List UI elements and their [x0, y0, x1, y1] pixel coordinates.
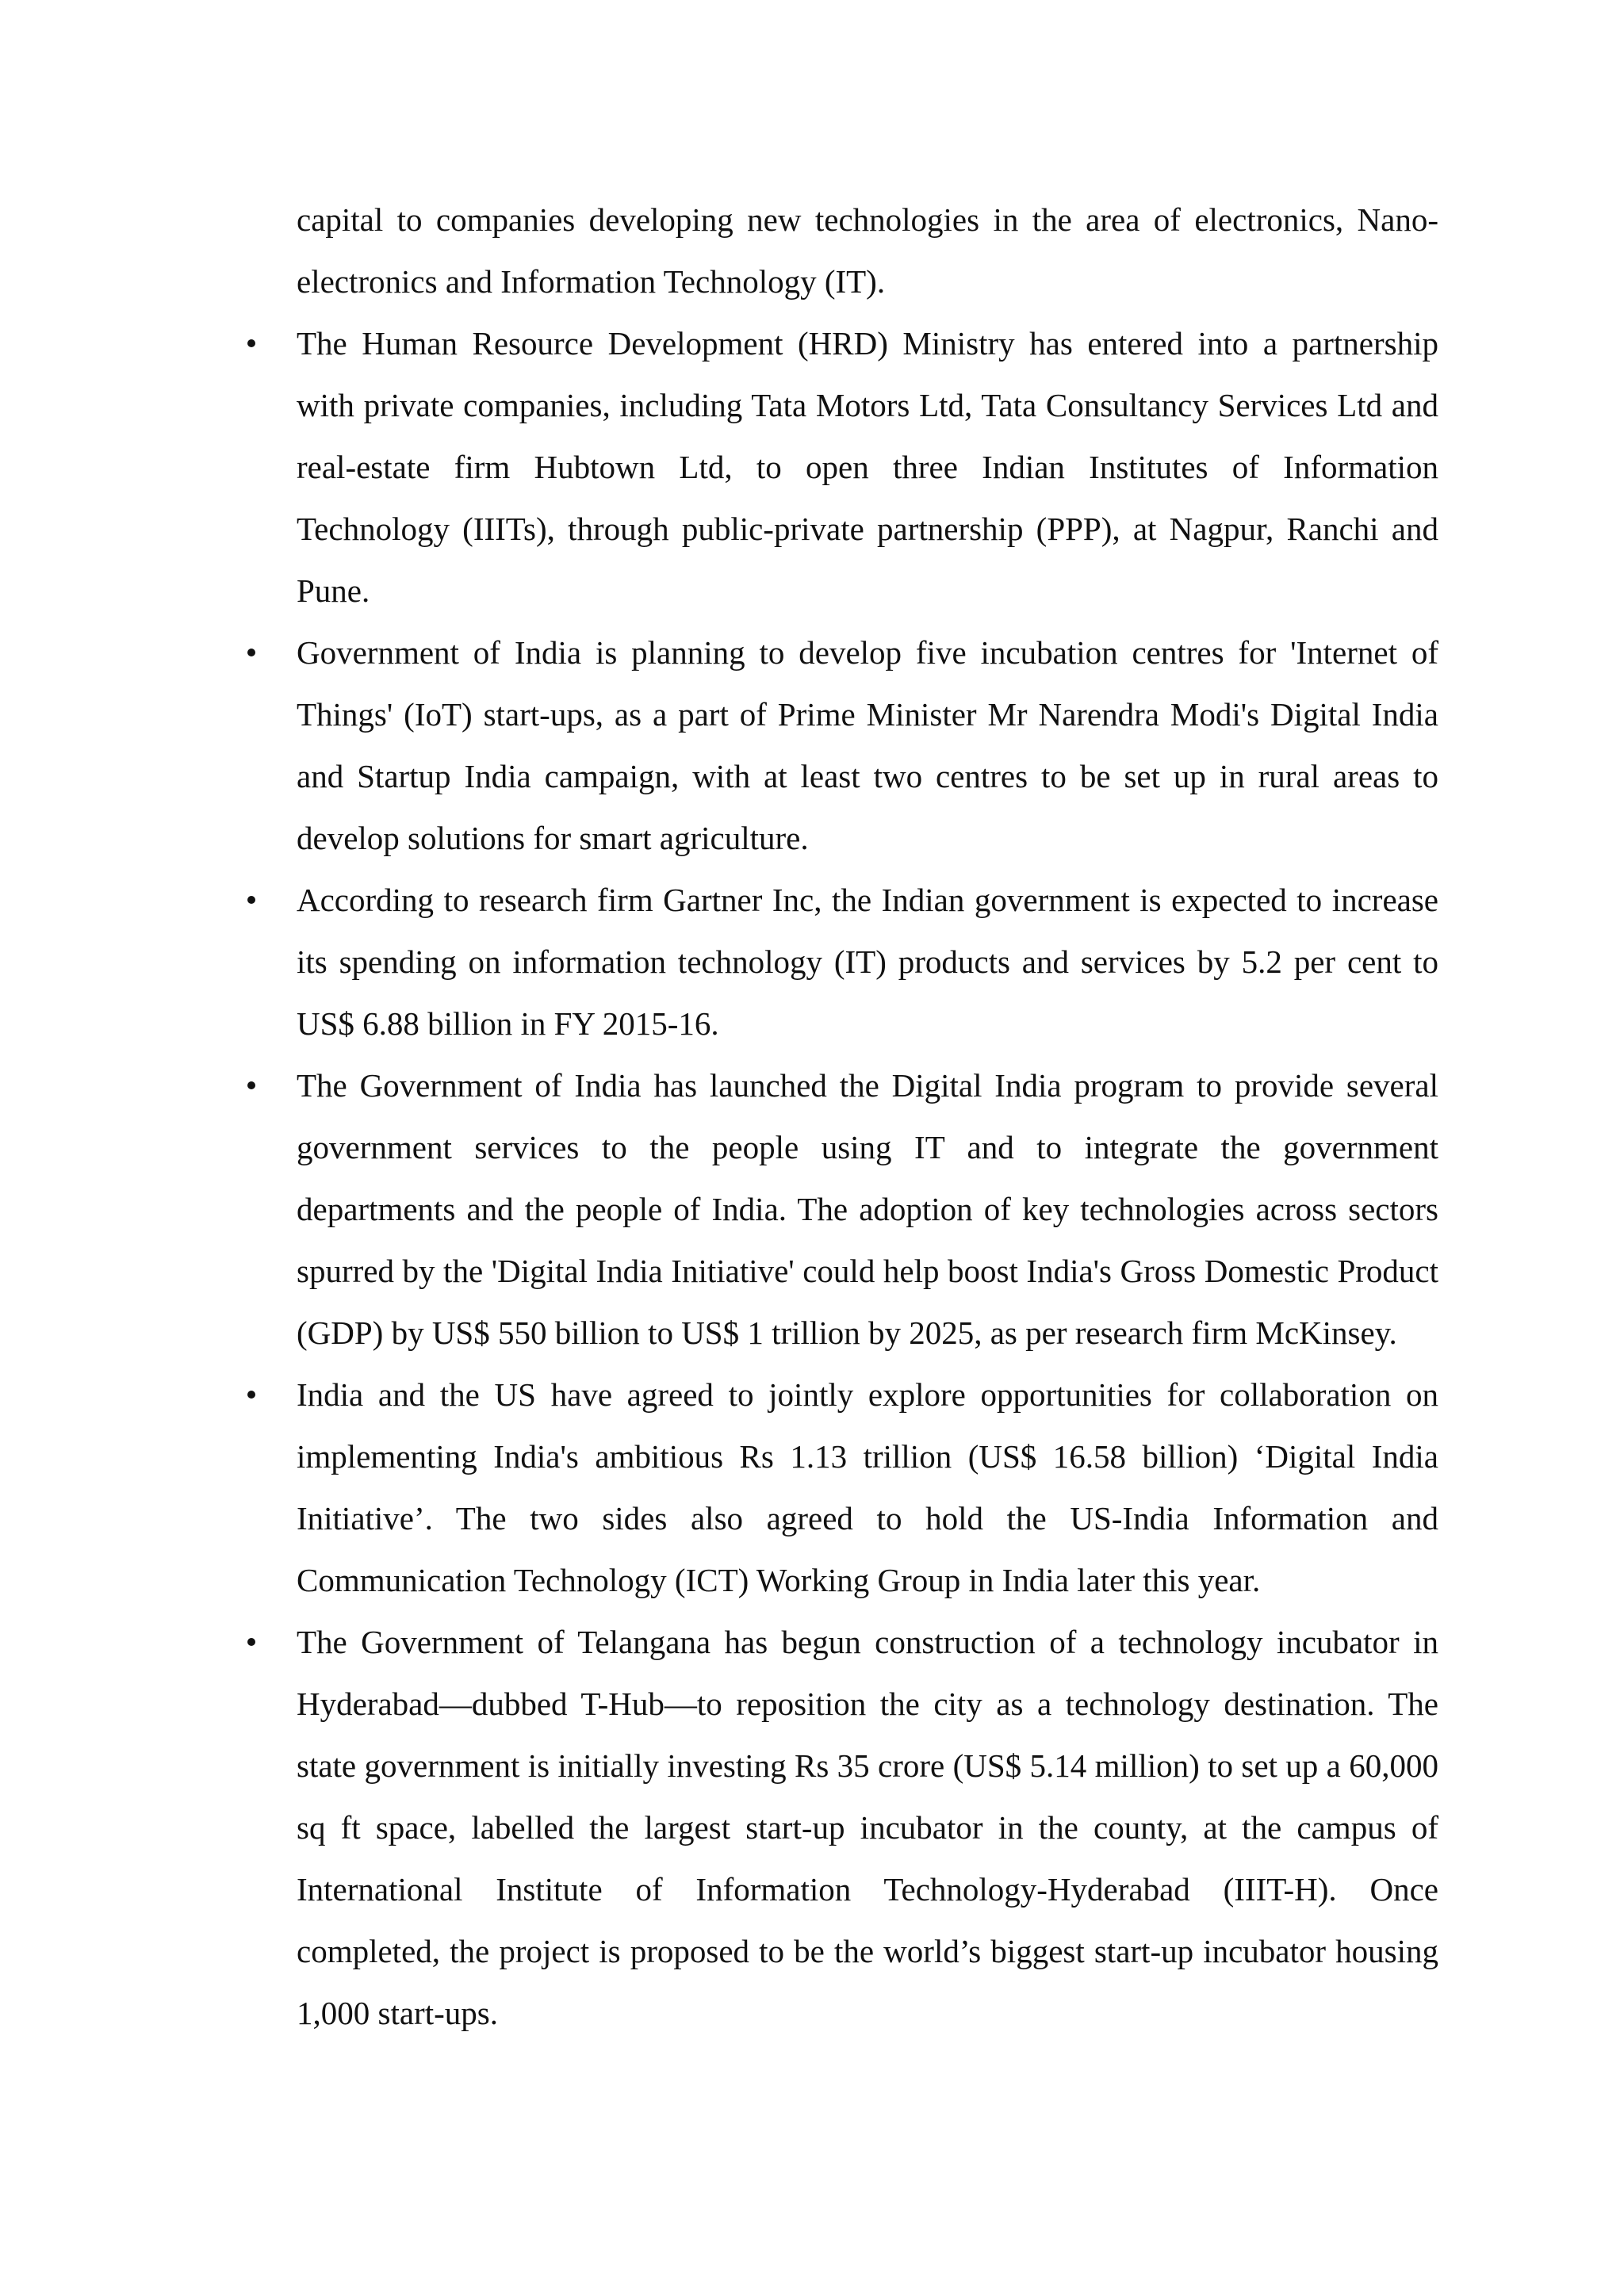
bullet-text: Government of India is planning to develop five incubation centres for 'Internet of Things' (IoT) start-ups, as a part of Prime Minister Mr Narendra Modi's Digital India and Startup India campaign, with at least two centres to be set up in rural areas to develop solutions for smart agriculture. [297, 634, 1438, 856]
bullet-text: The Government of Telangana has begun construction of a technology incubator in Hyderabad—dubbed T-Hub—to reposition the city as a technology destination. The state government is initially investing Rs 35 crore (US$ 5.14 million) to set up a 60,000 sq ft space, labelled the largest start-up incubator in the county, at the campus of International Institute of Information Technology-Hyderabad (IIIT-H). Once completed, the project is proposed to be the world’s biggest start-up incubator housing 1,000 start-ups. [297, 1624, 1438, 2031]
bullet-icon [247, 1391, 255, 1399]
bullet-icon [247, 896, 255, 904]
bullet-text: The Government of India has launched the Digital India program to provide several government services to the people using IT and to integrate the government departments and the people of India. The adoption of key technologies across sectors spurred by the 'Digital India Initiative' could help boost India's Gross Domestic Product (GDP) by US$ 550 billion to US$ 1 trillion by 2025, as per research firm McKinsey. [297, 1067, 1438, 1351]
page-body [297, 189, 1438, 2044]
bullet-icon [247, 1638, 255, 1646]
bullet-item-hrd-iiit [297, 312, 1438, 622]
bullet-text: According to research firm Gartner Inc, the Indian government is expected to increase its spending on information technology (IT) products and services by 5.2 per cent to US$ 6.88 billion in FY 2015-16. [297, 882, 1438, 1042]
bullet-text: India and the US have agreed to jointly explore opportunities for collaboration on implementing India's ambitious Rs 1.13 trillion (US$ 16.58 billion) ‘Digital India Initiative’. The two sides also agreed to hold the US-India Information and Communication Technology (ICT) Working Group in India later this year. [297, 1376, 1438, 1598]
bullet-item-gartner-spending [297, 869, 1438, 1054]
bullet-item-telangana-thub [297, 1611, 1438, 2044]
bullet-item-india-us [297, 1364, 1438, 1611]
bullet-icon [247, 339, 255, 347]
bullet-item-digital-india [297, 1054, 1438, 1364]
bullet-item-iot-centres [297, 622, 1438, 869]
bullet-list [297, 312, 1438, 2044]
continuation-paragraph: capital to companies developing new technologies in the area of electronics, Nano-electronics and Information Technology (IT). [297, 201, 1438, 300]
bullet-icon [247, 1081, 255, 1089]
bullet-icon [247, 649, 255, 656]
bullet-text: The Human Resource Development (HRD) Ministry has entered into a partnership with private companies, including Tata Motors Ltd, Tata Consultancy Services Ltd and real-estate firm Hubtown Ltd, to open three Indian Institutes of Information Technology (IIITs), through public-private partnership (PPP), at Nagpur, Ranchi and Pune. [297, 325, 1438, 609]
